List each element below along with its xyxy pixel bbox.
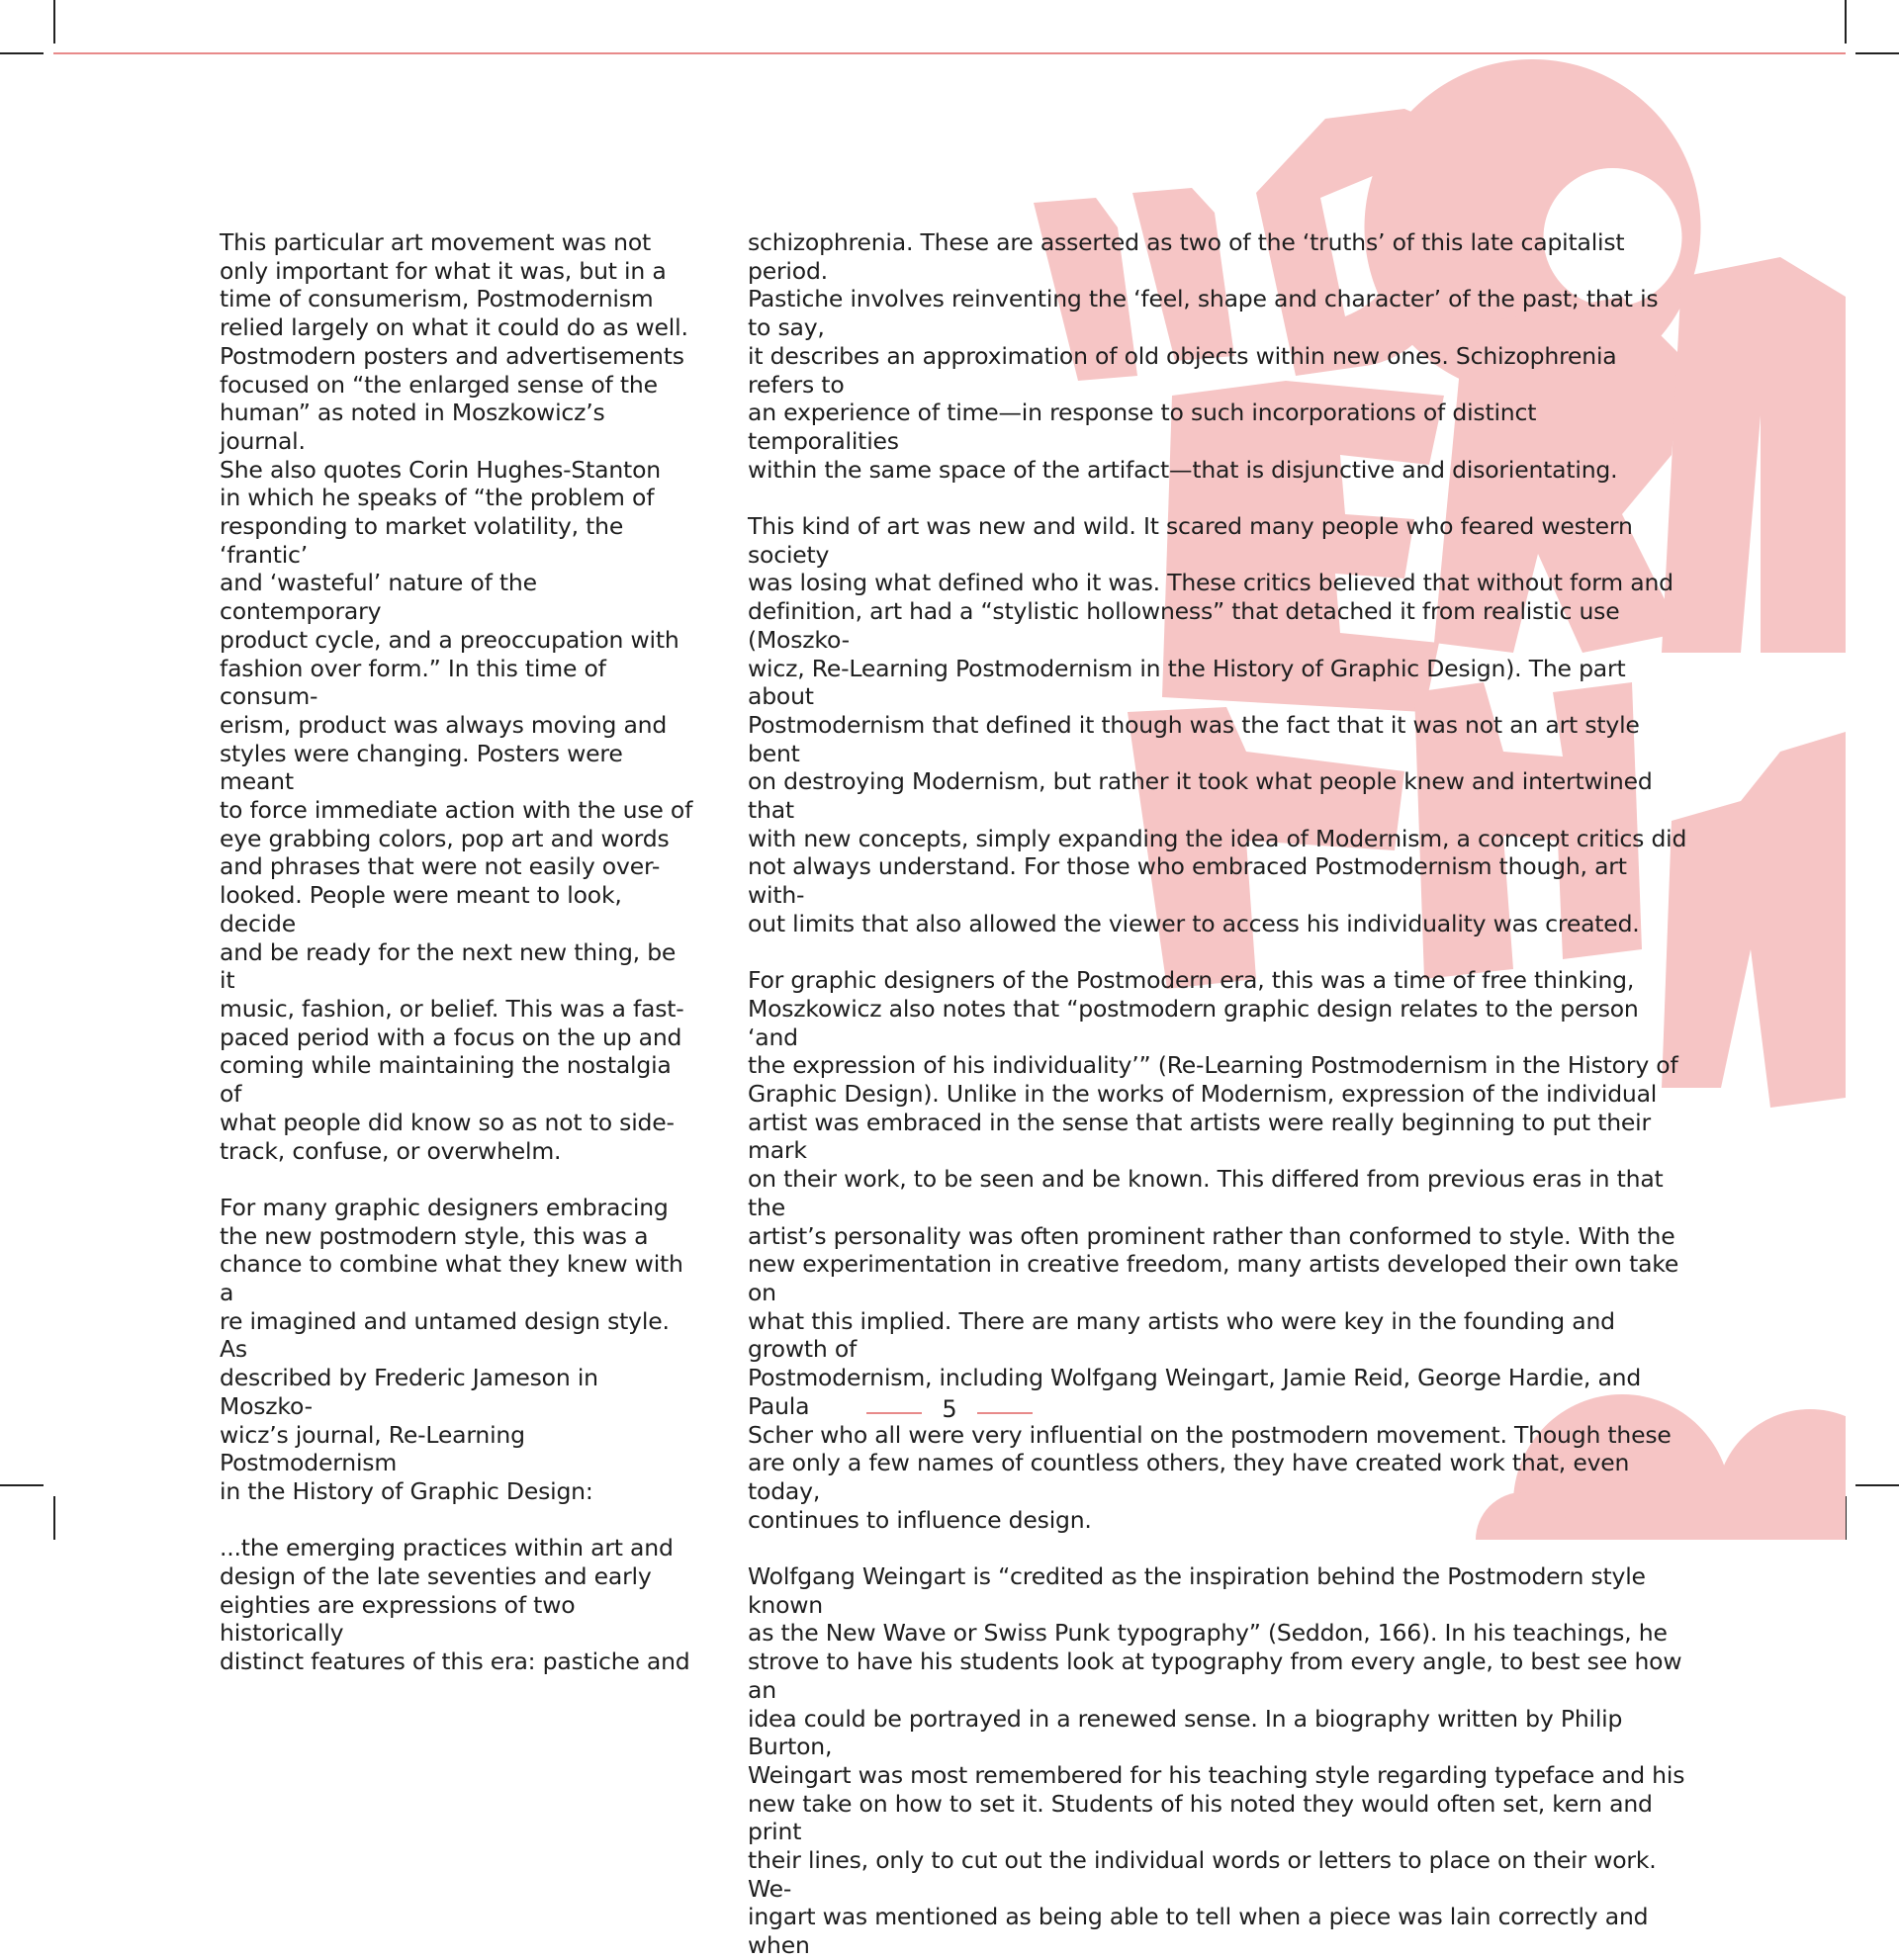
right-paragraph-3: For graphic designers of the Postmodern era, this was a time of free thinking, Moszkowicz also notes that “postmodern graphic design relates to the person ‘and the expression of his individuality’” (Re-Learning Postmodernism in the History of Graphic Design). Unlike in the works of Modernism, expression of the individual artist was embraced in the sense that artists were really beginning to put their mark on their work, to be seen and be known. This differed from previous eras in that the artist’s personality was often prominent rather than conformed to style. With the new experimentation in creative freedom, many artists developed their own take on what this implied. There are many artists who were key in the founding and growth of Postmodernism, including Wolfgang Weingart, Jamie Reid, George Hardie, and Paula Scher who all were very influential on the postmodern movement. Though these are only a few names of countless others, they have created work that, even today, continues to influence design. (748, 966, 1679, 1534)
right-paragraph-2: This kind of art was new and wild. It scared many people who feared western society was losing what defined who it was. These critics believed that without form and definition, art had a “stylistic hollowness” that detached it from realistic use (Moszko- wicz, Re-Learning Postmodernism in the History of Graphic Design). The part about Postmodernism that defined it though was the fact that it was not an art style bent on destroying Modernism, but rather it took what people knew and intertwined that with new concepts, simply expanding the idea of Modernism, a concept critics did not always understand. For those who embraced Postmodernism though, art with- out limits that also allowed the viewer to access his individuality was created. (748, 512, 1687, 937)
left-paragraph-3-quote: ...the emerging practices within art and design of the late seventies and early eighties are expressions of two historically distinct features of this era: pastiche and (220, 1534, 690, 1676)
right-paragraph-1: schizophrenia. These are asserted as two of the ‘truths’ of this late capitalist period. Pastiche involves reinventing the ‘feel, shape and character’ of the past; that is to say, it describes an approximation of old objects within new ones. Schizophrenia refers to an experience of time—in response to such incorporations of distinct temporalities within the same space of the artifact—that is disjunctive and disorientating. (748, 228, 1659, 484)
left-paragraph-1: This particular art movement was not only important for what it was, but in a time of consumerism, Postmodernism relied largely on what it could do as well. Postmodern posters and advertisements focused on “the enlarged sense of the human” as noted in Moszkowicz’s journal. She also quotes Corin Hughes-Stanton in which he speaks of “the problem of responding to market volatility, the ‘frantic’ and ‘wasteful’ nature of the contemporary product cycle, and a preoccupation with fashion over form.” In this time of consum- erism, product was always moving and styles were changing. Posters were meant to force immediate action with the use of eye grabbing colors, pop art and words and phrases that were not easily over- looked. People were meant to look, decide and be ready for the next new thing, be it music, fashion, or belief. This was a fast- paced period with a focus on the up and coming while maintaining the nostalgia of what people did know so as not to side- track, confuse, or overwhelm. (220, 228, 693, 1165)
page-number: 5 (942, 1395, 957, 1423)
left-text-column (220, 228, 694, 1676)
left-paragraph-2: For many graphic designers embracing the new postmodern style, this was a chance to combine what they knew with a re imagined and untamed design style. As described by Frederic Jameson in Moszko- wicz’s journal, Re-Learning Postmodernism in the History of Graphic Design: (220, 1193, 683, 1505)
right-paragraph-4: Wolfgang Weingart is “credited as the inspiration behind the Postmodern style known as the New Wave or Swiss Punk typography” (Seddon, 166). In his teachings, he strove to have his students look at typography from every angle, to best see how an idea could be portrayed in a renewed sense. In a biography written by Philip Burton, Weingart was most remembered for his teaching style regarding typeface and his new take on how to set it. Students of his noted they would often set, kern and print their lines, only to cut out the individual words or letters to place on their work. We- ingart was mentioned as being able to tell when a piece was lain correctly and when (748, 1562, 1685, 1960)
folio-rule-right (977, 1412, 1033, 1414)
right-text-column (748, 228, 1687, 1960)
